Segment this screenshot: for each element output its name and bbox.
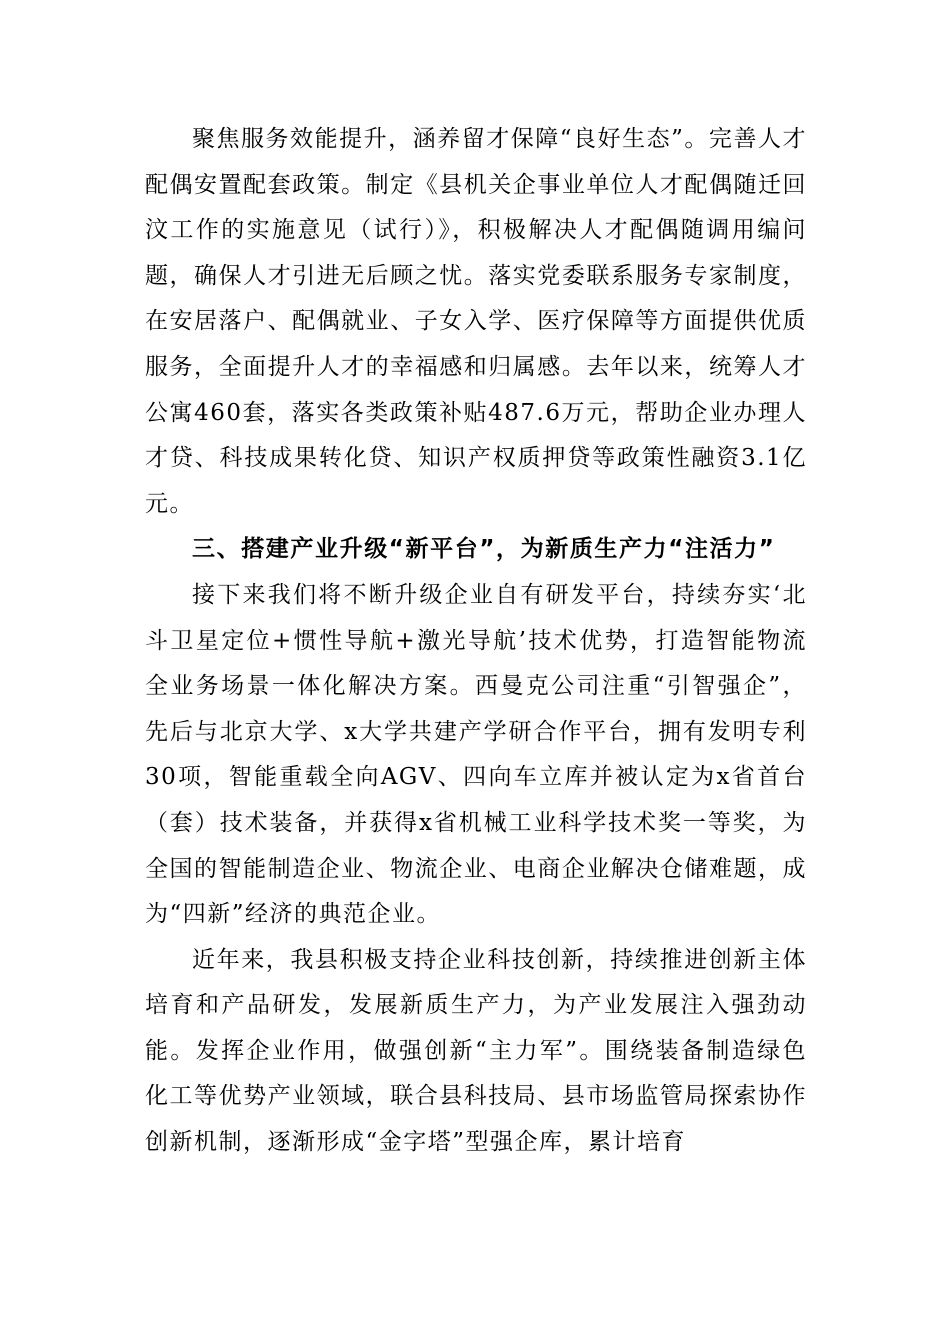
section-heading-3: 三、搭建产业升级“新平台”，为新质生产力“注活力” [192, 536, 776, 563]
paragraph-talent-support: 聚焦服务效能提升，涵养留才保障“良好生态”。完善人才配偶安置配套政策。制定《县机关企事业单位人才配偶随迁回汶工作的实施意见（试行）》，积极解决人才配偶随调用编问题，确保人才引进无后顾之忧。落实党委联系服务专家制度，在安居落户、配偶就业、子女入学、医疗保障等方面提供优质服务，全面提升人才的幸福感和归属感。去年以来，统筹人才公寓460套，落实各类政策补贴487.6万元，帮助企业办理人才贷、科技成果转化贷、知识产权质押贷等政策性融资3.1亿元。 [145, 126, 807, 517]
paragraph-innovation: 近年来，我县积极支持企业科技创新，持续推进创新主体培育和产品研发，发展新质生产力，为产业发展注入强劲动能。发挥企业作用，做强创新“主力军”。围绕装备制造绿色化工等优势产业领域，联合县科技局、县市场监管局探索协作创新机制，逐渐形成“金字塔”型强企库，累计培育 [145, 946, 807, 1156]
document-page [145, 117, 807, 1166]
paragraph-rd-platform: 接下来我们将不断升级企业自有研发平台，持续夯实‘北斗卫星定位+惯性导航+激光导航’技术优势，打造智能物流全业务场景一体化解决方案。西曼克公司注重“引智强企”，先后与北京大学、x大学共建产学研合作平台，拥有发明专利30项，智能重载全向AGV、四向车立库并被认定为x省首台（套）技术装备，并获得x省机械工业科学技术奖一等奖，为全国的智能制造企业、物流企业、电商企业解决仓储难题，成为“四新”经济的典范企业。 [145, 581, 807, 928]
